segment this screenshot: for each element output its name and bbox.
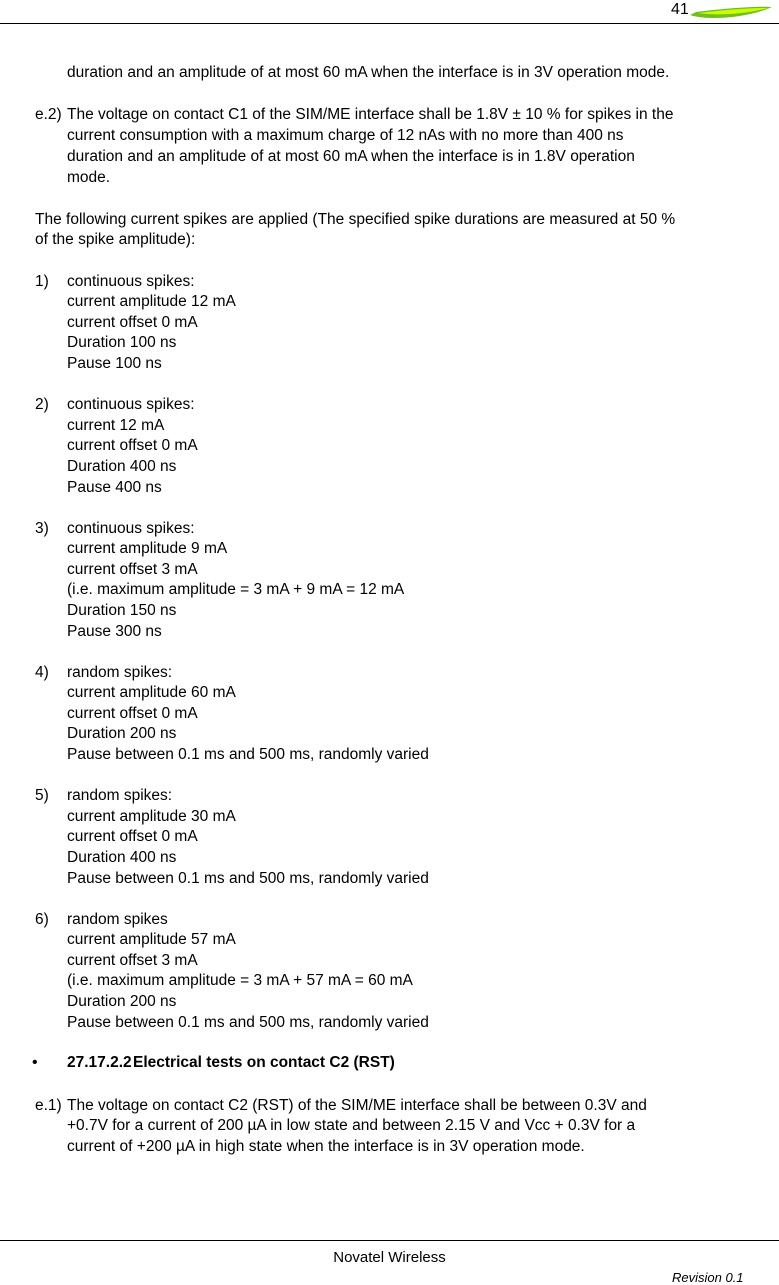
header-rule xyxy=(0,23,779,24)
spike-6-line-4: (i.e. maximum amplitude = 3 mA + 57 mA = 60 mA xyxy=(67,972,413,989)
spike-1-line-2: current amplitude 12 mA xyxy=(67,293,236,310)
spike-3-line-3: current offset 3 mA xyxy=(67,561,198,578)
spike-4-line-3: current offset 0 mA xyxy=(67,705,198,722)
novatel-swoosh-logo-icon xyxy=(688,2,774,20)
spike-6-line-5: Duration 200 ns xyxy=(67,993,177,1010)
spike-3-line-5: Duration 150 ns xyxy=(67,602,177,619)
e2-line-2: current consumption with a maximum charge of 12 nAs with no more than 400 ns xyxy=(67,127,624,144)
spike-3-line-4: (i.e. maximum amplitude = 3 mA + 9 mA = 12 mA xyxy=(67,581,405,598)
spike-1-number: 1) xyxy=(35,273,49,290)
spike-1-line-3: current offset 0 mA xyxy=(67,314,198,331)
spike-2-line-3: current offset 0 mA xyxy=(67,437,198,454)
spike-5-line-2: current amplitude 30 mA xyxy=(67,808,236,825)
e2-line-4: mode. xyxy=(67,169,111,186)
spike-3-line-6: Pause 300 ns xyxy=(67,623,162,640)
e2-label: e.2) xyxy=(35,106,62,123)
footer-revision: Revision 0.1 xyxy=(672,1270,744,1285)
section-number: 27.17.2.2 xyxy=(67,1054,132,1071)
page-number: 41 xyxy=(671,1,689,18)
spike-3-line-2: current amplitude 9 mA xyxy=(67,540,228,557)
spike-4-line-4: Duration 200 ns xyxy=(67,725,177,742)
spike-5-line-3: current offset 0 mA xyxy=(67,828,198,845)
spike-5-line-1: random spikes: xyxy=(67,787,173,804)
spike-5-line-5: Pause between 0.1 ms and 500 ms, randomly varied xyxy=(67,870,429,887)
spike-6-line-3: current offset 3 mA xyxy=(67,952,198,969)
spike-2-line-1: continuous spikes: xyxy=(67,396,195,413)
intro-line: duration and an amplitude of at most 60 mA when the interface is in 3V operation mode. xyxy=(67,64,670,81)
e1-label: e.1) xyxy=(35,1097,62,1114)
spike-6-number: 6) xyxy=(35,911,49,928)
spike-1-line-5: Pause 100 ns xyxy=(67,355,162,372)
e1-line-2: +0.7V for a current of 200 µA in low state and between 2.15 V and Vcc + 0.3V for a xyxy=(67,1117,636,1134)
e2-line-3: duration and an amplitude of at most 60 mA when the interface is in 1.8V operation xyxy=(67,148,635,165)
spike-1-line-1: continuous spikes: xyxy=(67,273,195,290)
spike-2-number: 2) xyxy=(35,396,49,413)
section-title: Electrical tests on contact C2 (RST) xyxy=(133,1054,395,1071)
spike-4-line-1: random spikes: xyxy=(67,664,173,681)
section-bullet: • xyxy=(32,1054,38,1071)
e2-line-1: The voltage on contact C1 of the SIM/ME interface shall be 1.8V ± 10 % for spikes in the xyxy=(67,106,674,123)
spike-3-number: 3) xyxy=(35,520,49,537)
spike-3-line-1: continuous spikes: xyxy=(67,520,195,537)
spike-6-line-6: Pause between 0.1 ms and 500 ms, randomly varied xyxy=(67,1014,429,1031)
spike-4-number: 4) xyxy=(35,664,49,681)
footer-rule xyxy=(0,1240,779,1241)
spike-1-line-4: Duration 100 ns xyxy=(67,334,177,351)
spike-6-line-2: current amplitude 57 mA xyxy=(67,931,236,948)
spike-6-line-1: random spikes xyxy=(67,911,168,928)
spike-2-line-4: Duration 400 ns xyxy=(67,458,177,475)
following-line-2: of the spike amplitude): xyxy=(35,231,196,248)
spike-5-line-4: Duration 400 ns xyxy=(67,849,177,866)
footer-company: Novatel Wireless xyxy=(333,1249,446,1266)
spike-4-line-5: Pause between 0.1 ms and 500 ms, randomly varied xyxy=(67,746,429,763)
spike-4-line-2: current amplitude 60 mA xyxy=(67,684,236,701)
following-line-1: The following current spikes are applied (The specified spike durations are measured at 50 % xyxy=(35,211,676,228)
e1-line-1: The voltage on contact C2 (RST) of the SIM/ME interface shall be between 0.3V and xyxy=(67,1097,647,1114)
e1-line-3: current of +200 µA in high state when the interface is in 3V operation mode. xyxy=(67,1138,585,1155)
spike-2-line-5: Pause 400 ns xyxy=(67,479,162,496)
spike-2-line-2: current 12 mA xyxy=(67,417,165,434)
spike-5-number: 5) xyxy=(35,787,49,804)
